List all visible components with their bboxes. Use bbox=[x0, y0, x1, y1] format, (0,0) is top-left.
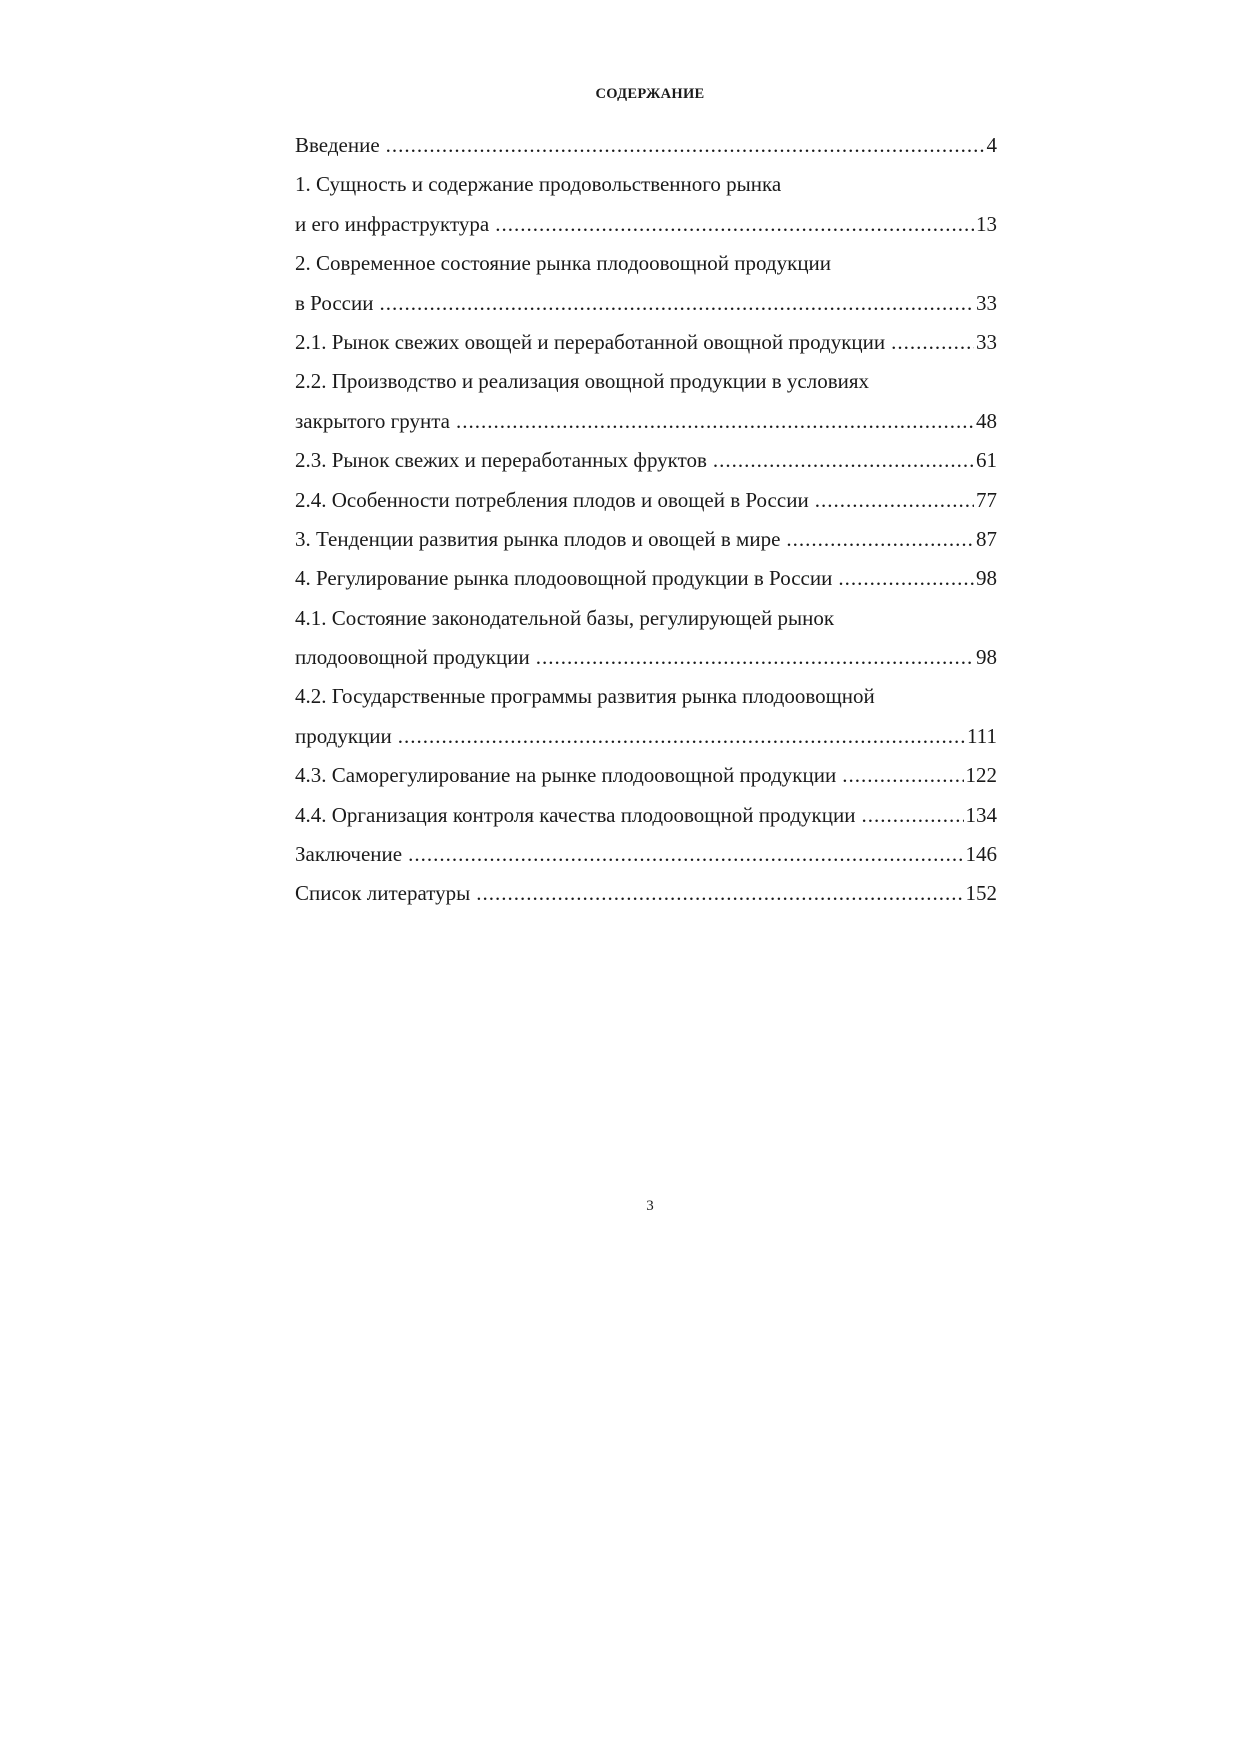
toc-entry-title: 2. Современное состояние рынка плодоовощной продукции bbox=[295, 251, 832, 276]
toc-entry-title: в России bbox=[295, 290, 374, 315]
dot-leader bbox=[842, 756, 963, 795]
toc-entry[interactable] bbox=[295, 520, 997, 559]
toc-entry[interactable] bbox=[295, 835, 997, 874]
toc-entry-title: Заключение bbox=[295, 842, 403, 867]
toc-entry-page: 111 bbox=[967, 723, 997, 748]
toc-entry-page: 33 bbox=[976, 329, 997, 354]
toc-entry[interactable] bbox=[295, 599, 997, 678]
toc-entry[interactable] bbox=[295, 165, 997, 244]
toc-entry-line bbox=[295, 756, 997, 795]
toc-entry-page: 48 bbox=[976, 408, 997, 433]
toc-entry-line bbox=[295, 599, 997, 638]
toc-entry-line bbox=[295, 205, 997, 244]
toc-entry-line bbox=[295, 323, 997, 362]
toc-entry-title: Список литературы bbox=[295, 881, 471, 906]
dot-leader bbox=[815, 481, 974, 520]
toc-entry-line bbox=[295, 284, 997, 323]
dot-leader bbox=[536, 638, 974, 677]
toc-entry[interactable] bbox=[295, 362, 997, 441]
toc-entry[interactable] bbox=[295, 677, 997, 756]
toc-entry[interactable] bbox=[295, 874, 997, 913]
toc-entry-line bbox=[295, 559, 997, 598]
toc-entry-page: 13 bbox=[976, 211, 997, 236]
toc-entry[interactable] bbox=[295, 756, 997, 795]
dot-leader bbox=[861, 796, 963, 835]
page-title: СОДЕРЖАНИЕ bbox=[595, 86, 705, 102]
toc-entry[interactable] bbox=[295, 323, 997, 362]
toc-entry-line bbox=[295, 638, 997, 677]
toc-entry-page: 98 bbox=[976, 645, 997, 670]
toc-entry-line bbox=[295, 165, 997, 204]
toc-entry-page: 4 bbox=[986, 133, 997, 157]
toc-entry-line bbox=[295, 441, 997, 480]
toc-entry-line bbox=[295, 481, 997, 520]
dot-leader bbox=[786, 520, 974, 559]
toc-entry-title: 2.2. Производство и реализация овощной продукции в условиях bbox=[295, 369, 870, 394]
toc-entry-page: 77 bbox=[976, 487, 997, 512]
toc-entry-title: 1. Сущность и содержание продовольственного рынка bbox=[295, 172, 782, 197]
page-number: 3 bbox=[646, 1198, 654, 1214]
toc-entry-line bbox=[295, 362, 997, 401]
toc-entry-title: 3. Тенденции развития рынка плодов и овощей в мире bbox=[295, 526, 781, 551]
dot-leader bbox=[456, 402, 974, 441]
toc-entry-page: 87 bbox=[976, 526, 997, 551]
toc-entry-title: 2.4. Особенности потребления плодов и овощей в России bbox=[295, 487, 809, 512]
toc-entry-title: Введение bbox=[295, 133, 380, 157]
dot-leader bbox=[476, 874, 963, 913]
toc-entry[interactable] bbox=[295, 126, 997, 165]
toc-entry[interactable] bbox=[295, 441, 997, 480]
toc-entry-line bbox=[295, 402, 997, 441]
toc-entry-page: 134 bbox=[965, 802, 997, 827]
toc-entry-title: 4.4. Организация контроля качества плодоовощной продукции bbox=[295, 802, 856, 827]
toc-entry-page: 146 bbox=[965, 842, 997, 867]
toc-entry[interactable] bbox=[295, 481, 997, 520]
toc-entry[interactable] bbox=[295, 796, 997, 835]
dot-leader bbox=[379, 284, 974, 323]
toc-entry-line bbox=[295, 796, 997, 835]
dot-leader bbox=[838, 559, 974, 598]
toc-entry-title: и его инфраструктура bbox=[295, 211, 490, 236]
dot-leader bbox=[398, 717, 965, 756]
toc-entry-title: продукции bbox=[295, 723, 392, 748]
toc-entry-title: плодоовощной продукции bbox=[295, 645, 530, 670]
dot-leader bbox=[386, 126, 985, 165]
dot-leader bbox=[713, 441, 974, 480]
toc-entry-line bbox=[295, 520, 997, 559]
toc-entry-line bbox=[295, 126, 997, 165]
toc-entry-line bbox=[295, 835, 997, 874]
dot-leader bbox=[495, 205, 974, 244]
toc-entry-title: 4.3. Саморегулирование на рынке плодоовощной продукции bbox=[295, 763, 837, 788]
toc-entry[interactable] bbox=[295, 559, 997, 598]
toc-entry-page: 152 bbox=[965, 881, 997, 906]
toc-entry-page: 98 bbox=[976, 566, 997, 591]
dot-leader bbox=[408, 835, 963, 874]
toc-entry-page: 61 bbox=[976, 448, 997, 473]
toc-entry-page: 33 bbox=[976, 290, 997, 315]
toc-entry-title: 4.1. Состояние законодательной базы, регулирующей рынок bbox=[295, 605, 835, 630]
toc-entry[interactable] bbox=[295, 244, 997, 323]
toc-entry-title: закрытого грунта bbox=[295, 408, 450, 433]
toc-entry-line bbox=[295, 244, 997, 283]
toc-entry-line bbox=[295, 677, 997, 716]
toc-entry-title: 2.3. Рынок свежих и переработанных фруктов bbox=[295, 448, 707, 473]
toc-entry-title: 4. Регулирование рынка плодоовощной продукции в России bbox=[295, 566, 833, 591]
table-of-contents bbox=[295, 126, 997, 914]
toc-entry-title: 4.2. Государственные программы развития рынка плодоовощной bbox=[295, 684, 875, 709]
dot-leader bbox=[891, 323, 974, 362]
toc-entry-line bbox=[295, 874, 997, 913]
toc-entry-page: 122 bbox=[965, 763, 997, 788]
toc-entry-line bbox=[295, 717, 997, 756]
toc-entry-title: 2.1. Рынок свежих овощей и переработанной овощной продукции bbox=[295, 329, 886, 354]
